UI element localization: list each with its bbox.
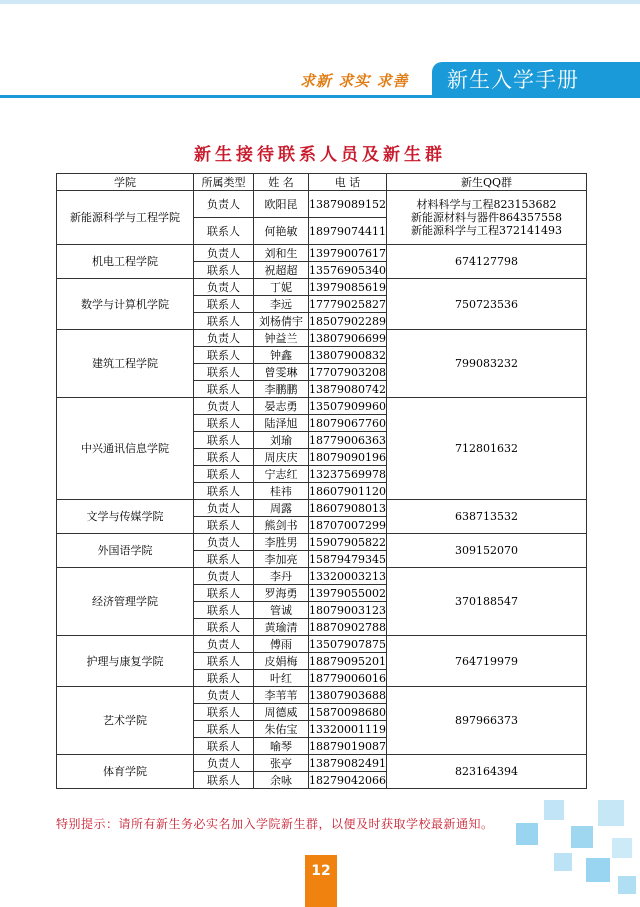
phone-cell: 13507909960	[309, 399, 386, 413]
decor-square	[586, 858, 610, 882]
person-name-cell: 祝超超	[254, 262, 309, 279]
role-cell: 负责人	[194, 755, 254, 772]
qq-group-cell: 638713532	[387, 500, 587, 534]
phone-cell: 13979055002	[309, 586, 386, 600]
phone-cell: 13576905340	[309, 263, 386, 277]
table-row	[57, 245, 587, 262]
phone-cell: 18607908013	[309, 501, 386, 515]
person-name-cell: 李鹏鹏	[254, 381, 309, 398]
phone-cell: 13879082491	[309, 756, 386, 770]
phone-cell: 17707903208	[309, 365, 386, 379]
role-cell: 联系人	[194, 704, 254, 721]
college-name-cell: 艺术学院	[57, 687, 194, 755]
phone-cell: 15907905822	[309, 535, 386, 549]
phone-cell: 13979007617	[309, 246, 386, 260]
role-cell: 联系人	[194, 296, 254, 313]
school-motto: 求新 求实 求善	[300, 72, 409, 90]
role-cell: 联系人	[194, 551, 254, 568]
college-name-cell: 文学与传媒学院	[57, 500, 194, 534]
person-name-cell: 皮娟梅	[254, 653, 309, 670]
college-name-cell: 体育学院	[57, 755, 194, 789]
phone-cell: 13979085619	[309, 280, 386, 294]
role-cell: 联系人	[194, 653, 254, 670]
role-cell: 联系人	[194, 218, 254, 245]
table-row	[57, 330, 587, 347]
phone-cell: 13807900832	[309, 348, 386, 362]
table-row	[57, 636, 587, 653]
phone-cell: 18507902289	[309, 314, 386, 328]
person-name-cell: 黄瑜清	[254, 619, 309, 636]
phone-cell: 18779006016	[309, 671, 386, 685]
role-cell: 联系人	[194, 670, 254, 687]
college-name-cell: 新能源科学与工程学院	[57, 191, 194, 245]
page-title: 新生接待联系人员及新生群	[194, 145, 446, 165]
role-cell: 联系人	[194, 483, 254, 500]
phone-cell: 18879095201	[309, 654, 386, 668]
college-name-cell: 机电工程学院	[57, 245, 194, 279]
college-name-cell: 外国语学院	[57, 534, 194, 568]
person-name-cell: 李胜男	[254, 534, 309, 551]
person-name-cell: 罗海勇	[254, 585, 309, 602]
phone-cell: 17779025827	[309, 297, 386, 311]
phone-cell: 18879019087	[309, 739, 386, 753]
decor-square	[612, 838, 632, 858]
role-cell: 联系人	[194, 347, 254, 364]
phone-cell: 18607901120	[309, 484, 386, 498]
college-name-cell: 数学与计算机学院	[57, 279, 194, 330]
role-cell: 联系人	[194, 262, 254, 279]
phone-cell: 18079090196	[309, 450, 386, 464]
phone-cell: 13879080742	[309, 382, 386, 396]
table-row	[57, 687, 587, 704]
person-name-cell: 朱佑宝	[254, 721, 309, 738]
person-name-cell: 李苇苇	[254, 687, 309, 704]
role-cell: 联系人	[194, 585, 254, 602]
qq-group-cell: 750723536	[387, 279, 587, 330]
role-cell: 联系人	[194, 432, 254, 449]
person-name-cell: 管诚	[254, 602, 309, 619]
person-name-cell: 刘杨倩宇	[254, 313, 309, 330]
phone-cell: 13320001119	[309, 722, 386, 736]
person-name-cell: 晏志勇	[254, 398, 309, 415]
person-name-cell: 周庆庆	[254, 449, 309, 466]
phone-cell: 18779006363	[309, 433, 386, 447]
phone-cell: 18079067760	[309, 416, 386, 430]
qq-group-cell: 764719979	[387, 636, 587, 687]
table-body	[57, 191, 587, 789]
person-name-cell: 钟益兰	[254, 330, 309, 347]
person-name-cell: 何艳敏	[254, 218, 309, 245]
person-name-cell: 喻琴	[254, 738, 309, 755]
manual-title: 新生入学手册	[447, 68, 579, 92]
qq-group-cell: 897966373	[387, 687, 587, 755]
role-cell: 联系人	[194, 772, 254, 789]
role-cell: 联系人	[194, 381, 254, 398]
qq-group-line: 新能源科学与工程372141493	[411, 224, 562, 237]
decor-square	[618, 876, 636, 894]
role-cell: 联系人	[194, 364, 254, 381]
decor-square	[571, 826, 593, 848]
role-cell: 负责人	[194, 500, 254, 517]
qq-group-line: 新能源材料与器件864357558	[411, 211, 562, 224]
phone-cell: 13507907875	[309, 637, 386, 651]
special-notice: 特别提示：请所有新生务必实名加入学院新生群，以便及时获取学校最新通知。	[56, 817, 494, 831]
role-cell: 联系人	[194, 738, 254, 755]
person-name-cell: 张亭	[254, 755, 309, 772]
qq-group-cell: 309152070	[387, 534, 587, 568]
person-name-cell: 钟鑫	[254, 347, 309, 364]
role-cell: 负责人	[194, 534, 254, 551]
role-cell: 联系人	[194, 449, 254, 466]
qq-group-cell: 823164394	[387, 755, 587, 789]
header-rule	[0, 95, 640, 98]
table-row	[57, 568, 587, 585]
person-name-cell: 刘和生	[254, 245, 309, 262]
header-qq-group: 新生QQ群	[387, 174, 587, 191]
person-name-cell: 桂祎	[254, 483, 309, 500]
role-cell: 负责人	[194, 398, 254, 415]
decor-square	[554, 853, 572, 871]
qq-group-cell: 674127798	[387, 245, 587, 279]
phone-cell: 15879479345	[309, 552, 386, 566]
phone-cell: 18707007299	[309, 518, 386, 532]
role-cell: 负责人	[194, 279, 254, 296]
phone-cell: 15870098680	[309, 705, 386, 719]
person-name-cell: 周德威	[254, 704, 309, 721]
phone-cell: 18279042066	[309, 773, 386, 787]
role-cell: 负责人	[194, 636, 254, 653]
qq-group-cell: 712801632	[387, 398, 587, 500]
person-name-cell: 宁志红	[254, 466, 309, 483]
qq-group-cell: 370188547	[387, 568, 587, 636]
person-name-cell: 周露	[254, 500, 309, 517]
table-row	[57, 279, 587, 296]
qq-group-cell: 799083232	[387, 330, 587, 398]
college-name-cell: 经济管理学院	[57, 568, 194, 636]
role-cell: 负责人	[194, 191, 254, 218]
table-row	[57, 534, 587, 551]
phone-cell: 18079003123	[309, 603, 386, 617]
role-cell: 联系人	[194, 466, 254, 483]
decor-square	[598, 800, 624, 826]
header-role: 所属类型	[194, 174, 254, 191]
role-cell: 负责人	[194, 330, 254, 347]
table-row	[57, 755, 587, 772]
person-name-cell: 李远	[254, 296, 309, 313]
person-name-cell: 陆泽旭	[254, 415, 309, 432]
table-row	[57, 191, 587, 218]
college-name-cell: 建筑工程学院	[57, 330, 194, 398]
decor-square	[544, 800, 564, 820]
table-row	[57, 500, 587, 517]
role-cell: 联系人	[194, 721, 254, 738]
qq-group-line: 材料科学与工程823153682	[416, 198, 557, 211]
role-cell: 联系人	[194, 619, 254, 636]
person-name-cell: 熊剑书	[254, 517, 309, 534]
contacts-table	[56, 173, 587, 789]
person-name-cell: 刘瑜	[254, 432, 309, 449]
person-name-cell: 傅雨	[254, 636, 309, 653]
person-name-cell: 李丹	[254, 568, 309, 585]
phone-cell: 13807906699	[309, 331, 386, 345]
person-name-cell: 欧阳昆	[254, 191, 309, 218]
phone-cell: 13879089152	[309, 191, 387, 218]
header-phone: 电 话	[309, 174, 387, 191]
person-name-cell: 丁妮	[254, 279, 309, 296]
person-name-cell: 曾雯琳	[254, 364, 309, 381]
top-decor-strip	[0, 0, 640, 4]
role-cell: 负责人	[194, 245, 254, 262]
page-number: 12	[311, 863, 331, 879]
header-college: 学院	[57, 174, 194, 191]
decor-square	[516, 823, 538, 845]
person-name-cell: 李加亮	[254, 551, 309, 568]
role-cell: 联系人	[194, 415, 254, 432]
phone-cell: 13237569978	[309, 467, 386, 481]
table-row	[57, 398, 587, 415]
college-name-cell: 中兴通讯信息学院	[57, 398, 194, 500]
phone-cell: 18870902788	[309, 620, 386, 634]
role-cell: 联系人	[194, 313, 254, 330]
qq-group-cell	[387, 191, 587, 245]
role-cell: 负责人	[194, 687, 254, 704]
role-cell: 联系人	[194, 602, 254, 619]
role-cell: 联系人	[194, 517, 254, 534]
college-name-cell: 护理与康复学院	[57, 636, 194, 687]
phone-cell: 13320003213	[309, 569, 386, 583]
phone-cell: 18979074411	[309, 218, 387, 245]
phone-cell: 13807903688	[309, 688, 386, 702]
person-name-cell: 叶红	[254, 670, 309, 687]
person-name-cell: 余咏	[254, 772, 309, 789]
role-cell: 负责人	[194, 568, 254, 585]
header-name: 姓 名	[254, 174, 309, 191]
table-header-row	[57, 174, 587, 191]
